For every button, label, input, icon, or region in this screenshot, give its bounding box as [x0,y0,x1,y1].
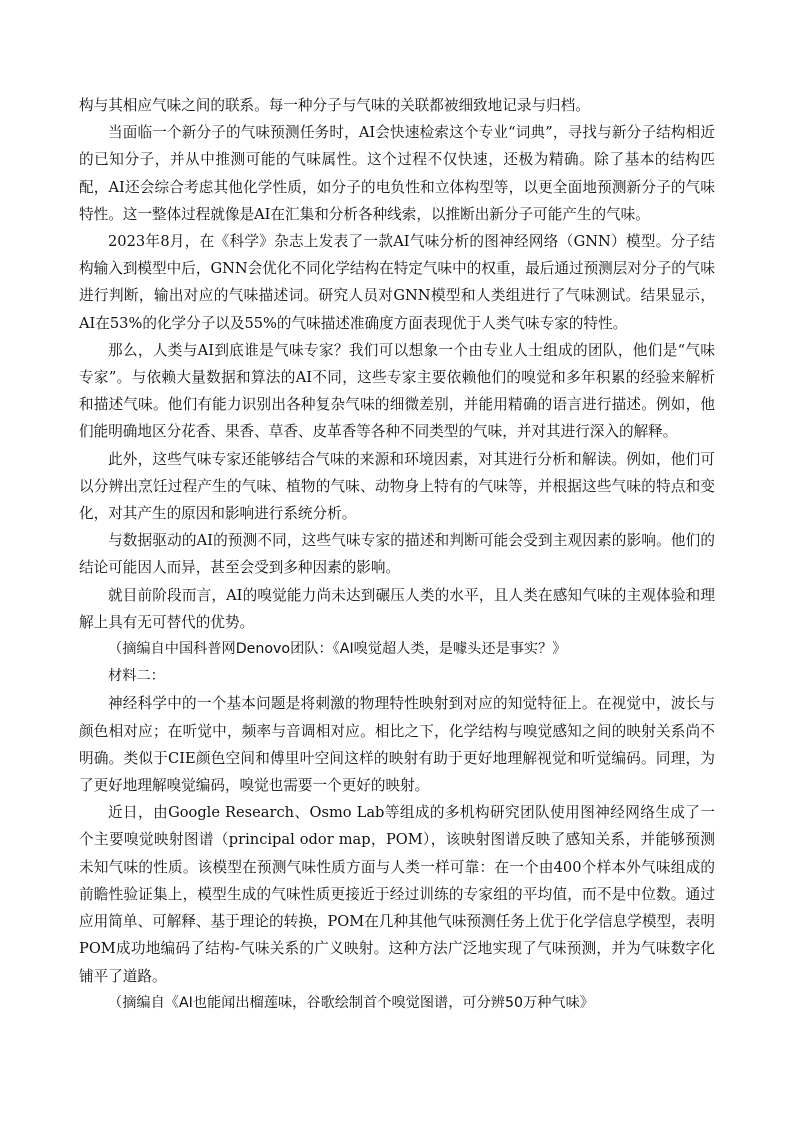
paragraph: 就目前阶段而言，AI的嗅觉能力尚未达到碾压人类的水平，且人类在感知气味的主观体验和理解上具有无可替代的优势。 [79,586,715,631]
paragraph: 神经科学中的一个基本问题是将刺激的物理特性映射到对应的知觉特征上。在视觉中，波长与颜色相对应；在听觉中，频率与音调相对应。相比之下，化学结构与嗅觉感知之间的映射关系尚不明确。类似于CIE颜色空间和傅里叶空间这样的映射有助于更好地理解视觉和听觉编码。同理，为了更好地理解嗅觉编码，嗅觉也需要一个更好的映射。 [79,695,715,795]
paragraph: 当面临一个新分子的气味预测任务时，AI会快速检索这个专业“词典”，寻找与新分子结构相近的已知分子，并从中推测可能的气味属性。这个过程不仅快速，还极为精确。除了基本的结构匹配，AI还会综合考虑其他化学性质，如分子的电负性和立体构型等，以更全面地预测新分子的气味特性。这一整体过程就像是AI在汇集和分析各种线索，以推断出新分子可能产生的气味。 [79,124,715,223]
source-citation: （摘编自《AI也能闻出榴莲味，谷歌绘制首个嗅觉图谱，可分辨50万种气味》 [108,994,594,1011]
paragraph-continuation: 构与其相应气味之间的联系。每一种分子与气味的关联都被细致地记录与归档。 [79,97,590,114]
paragraph: 那么，人类与AI到底谁是气味专家？我们可以想象一个由专业人士组成的团队，他们是“气味专家”。与依赖大量数据和算法的AI不同，这些专家主要依赖他们的嗅觉和多年积累的经验来解析和描述气味。他们有能力识别出各种复杂气味的细微差别，并能用精确的语言进行描述。例如，他们能明确地区分花香、果香、草香、皮革香等各种不同类型的气味，并对其进行深入的解释。 [79,341,715,441]
section-label: 材料二： [108,668,165,685]
source-citation: （摘编自中国科普网Denovo团队：《AI嗅觉超人类，是噱头还是事实？》 [108,641,567,658]
paragraph: 此外，这些气味专家还能够结合气味的来源和环境因素，对其进行分析和解读。例如，他们可以分辨出烹饪过程产生的气味、植物的气味、动物身上特有的气味等，并根据这些气味的特点和变化，对其产生的原因和影响进行系统分析。 [79,450,715,523]
document-page [79,92,715,1017]
paragraph: 2023年8月，在《科学》杂志上发表了一款AI气味分析的图神经网络（GNN）模型。分子结构输入到模型中后，GNN会优化不同化学结构在特定气味中的权重，最后通过预测层对分子的气味进行判断，输出对应的气味描述词。研究人员对GNN模型和人类组进行了气味测试。结果显示，AI在53%的化学分子以及55%的气味描述准确度方面表现优于人类气味专家的特性。 [79,233,715,332]
paragraph: 近日，由Google Research、Osmo Lab等组成的多机构研究团队使用图神经网络生成了一个主要嗅觉映射图谱（principal odor map，POM），该映射图谱反映了感知关系，并能够预测未知气味的性质。该模型在预测气味性质方面与人类一样可靠：在一个由400个样本外气味组成的前瞻性验证集上，模型生成的气味性质更接近于经过训练的专家组的平均值，而不是中位数。通过应用简单、可解释、基于理论的转换，POM在几种其他气味预测任务上优于化学信息学模型，表明POM成功地编码了结构-气味关系的广义映射。这种方法广泛地实现了气味预测，并为气味数字化铺平了道路。 [79,804,715,985]
paragraph: 与数据驱动的AI的预测不同，这些气味专家的描述和判断可能会受到主观因素的影响。他们的结论可能因人而异，甚至会受到多种因素的影响。 [79,532,715,577]
